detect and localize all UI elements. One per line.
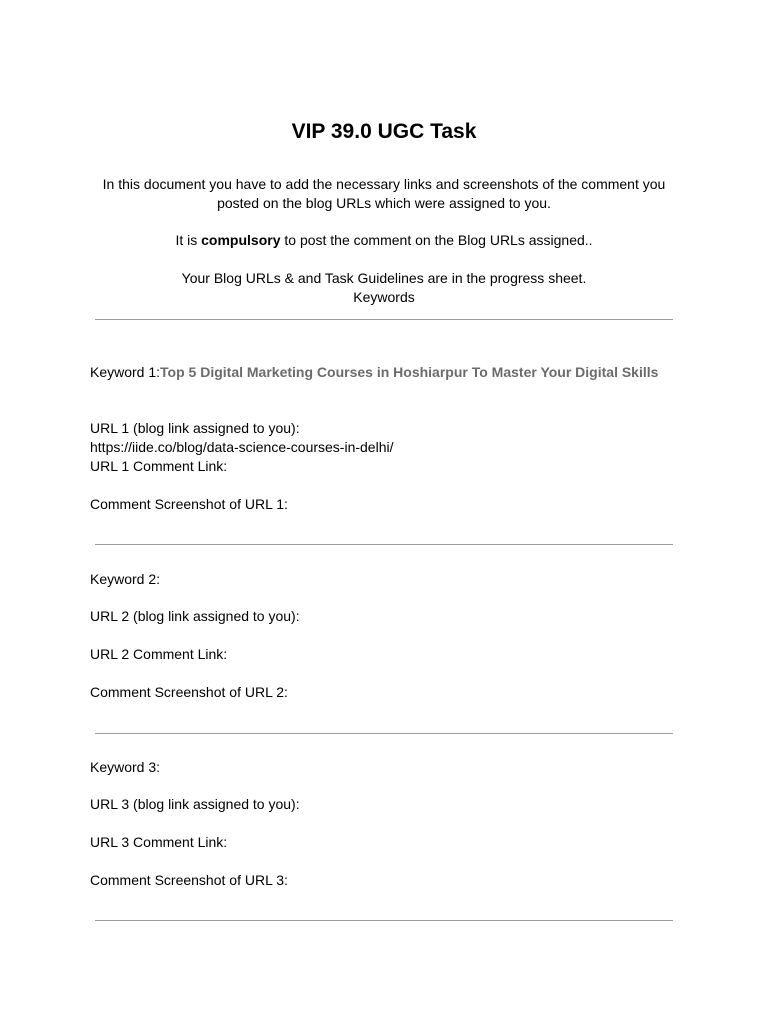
divider xyxy=(95,319,673,320)
compulsory-note xyxy=(100,231,668,250)
url-3-comment-link-label: URL 3 Comment Link: xyxy=(90,834,228,850)
divider xyxy=(95,920,673,921)
guidelines-text: Your Blog URLs & and Task Guidelines are in the progress sheet. xyxy=(181,270,587,286)
url-1-label: URL 1 (blog link assigned to you): xyxy=(90,420,300,436)
url-1-link[interactable]: https://iide.co/blog/data-science-courses-in-delhi/ xyxy=(90,439,394,455)
keyword-1-value: Top 5 Digital Marketing Courses in Hoshiarpur To Master Your Digital Skills xyxy=(160,364,659,380)
compulsory-emphasis: compulsory xyxy=(201,232,281,248)
keyword-1 xyxy=(90,363,658,382)
compulsory-prefix: It is xyxy=(175,232,202,248)
divider xyxy=(95,733,673,734)
keyword-1-label: Keyword 1: xyxy=(90,364,161,380)
compulsory-suffix: to post the comment on the Blog URLs assigned.. xyxy=(280,232,593,248)
guidelines-note xyxy=(100,269,668,307)
intro-paragraph xyxy=(100,175,668,213)
url-1-screenshot-label: Comment Screenshot of URL 1: xyxy=(90,496,288,512)
document-title: VIP 39.0 UGC Task xyxy=(291,120,477,143)
url-1-comment-link-label: URL 1 Comment Link: xyxy=(90,458,228,474)
intro-line-2: posted on the blog URLs which were assigned to you. xyxy=(217,195,551,211)
intro-line-1: In this document you have to add the necessary links and screenshots of the comment you xyxy=(102,176,666,192)
keyword-2-label: Keyword 2: xyxy=(90,571,161,587)
divider xyxy=(95,544,673,545)
url-2-label: URL 2 (blog link assigned to you): xyxy=(90,608,300,624)
keywords-heading: Keywords xyxy=(353,289,415,305)
url-3-screenshot-label: Comment Screenshot of URL 3: xyxy=(90,872,288,888)
url-2-screenshot-label: Comment Screenshot of URL 2: xyxy=(90,684,288,700)
url-2-comment-link-label: URL 2 Comment Link: xyxy=(90,646,228,662)
keyword-3-label: Keyword 3: xyxy=(90,759,161,775)
url-3-label: URL 3 (blog link assigned to you): xyxy=(90,796,300,812)
